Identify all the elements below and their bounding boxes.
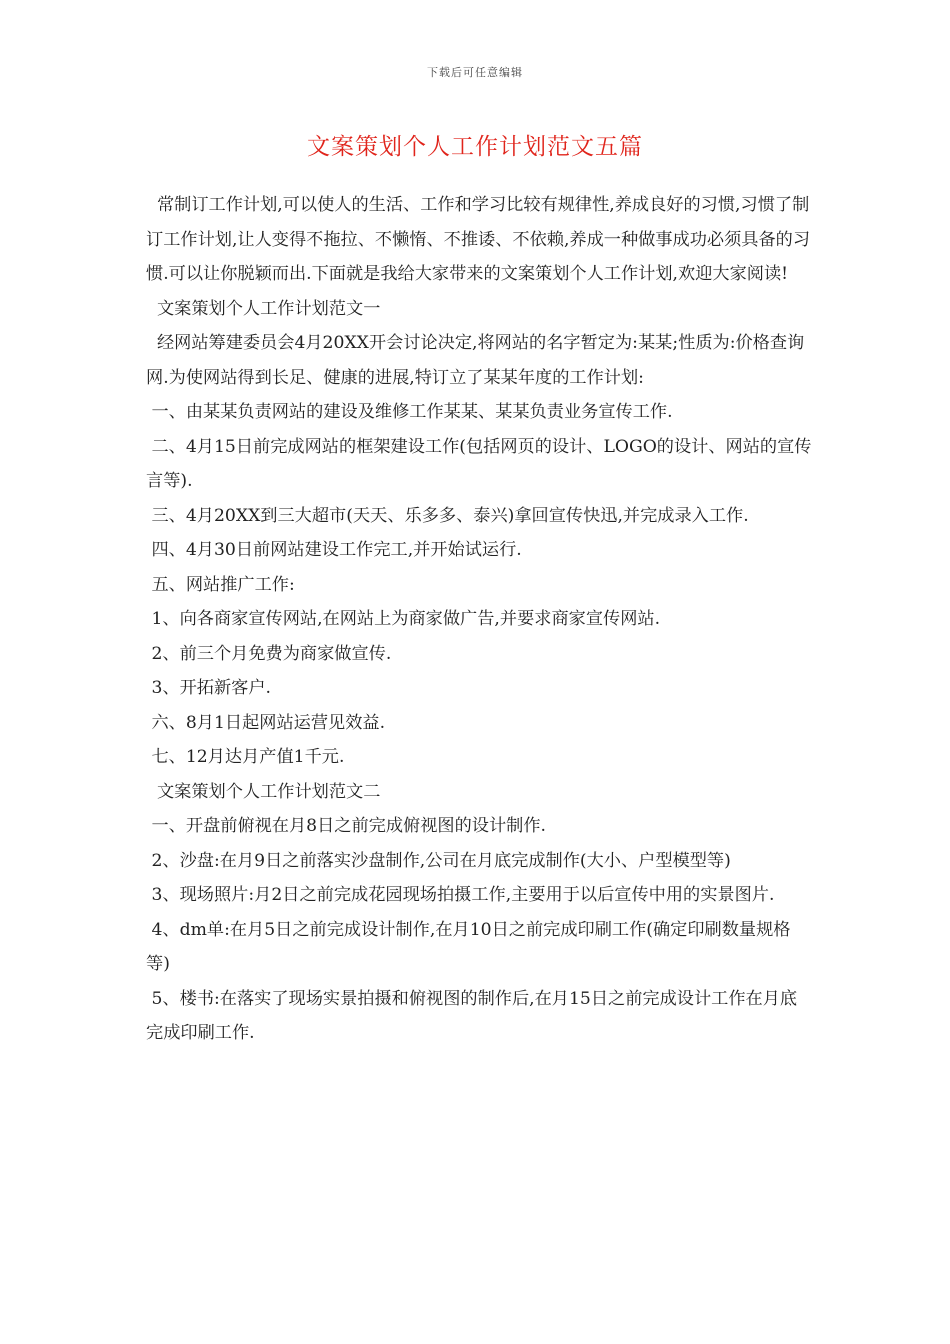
list-item: 一、开盘前俯视在月8日之前完成俯视图的设计制作.	[146, 816, 546, 836]
section-heading-2: 文案策划个人工作计划范文二	[146, 781, 381, 802]
list-item: 一、由某某负责网站的建设及维修工作某某、某某负责业务宣传工作.	[146, 402, 673, 422]
list-item: 七、12月达月产值1千元.	[146, 747, 345, 767]
list-item: 三、4月20XX到三大超市(天天、乐多多、泰兴)拿回宣传快迅,并完成录入工作.	[146, 505, 749, 526]
list-item: 2、前三个月免费为商家做宣传.	[146, 643, 392, 664]
list-item: 四、4月30日前网站建设工作完工,并开始试运行.	[146, 540, 522, 560]
list-item: 五、网站推广工作:	[146, 574, 295, 595]
document-body	[146, 188, 814, 1051]
paragraph: 经网站筹建委员会4月20XX开会讨论决定,将网站的名字暂定为:某某;性质为:价格查询网.为使网站得到长足、健康的进展,特订立了某某年度的工作计划:	[146, 333, 805, 388]
list-item: 2、沙盘:在月9日之前落实沙盘制作,公司在月底完成制作(大小、户型模型等)	[146, 850, 731, 871]
list-item: 二、4月15日前完成网站的框架建设工作(包括网页的设计、LOGO的设计、网站的宣传言等).	[146, 436, 812, 491]
list-item: 六、8月1日起网站运营见效益.	[146, 712, 386, 733]
list-item: 3、开拓新客户.	[146, 678, 271, 698]
section-heading-1: 文案策划个人工作计划范文一	[146, 298, 381, 319]
list-item: 3、现场照片:月2日之前完成花园现场拍摄工作,主要用于以后宣传中用的实景图片.	[146, 885, 775, 905]
list-item: 1、向各商家宣传网站,在网站上为商家做广告,并要求商家宣传网站.	[146, 609, 661, 629]
list-item: 5、楼书:在落实了现场实景拍摄和俯视图的制作后,在月15日之前完成设计工作在月底完成印刷工作.	[146, 988, 798, 1043]
header-note: 下载后可任意编辑	[427, 66, 523, 79]
paragraph-intro: 常制订工作计划,可以使人的生活、工作和学习比较有规律性,养成良好的习惯,习惯了制订工作计划,让人变得不拖拉、不懒惰、不推诿、不依赖,养成一种做事成功必须具备的习惯.可以让你脱颖而出.下面就是我给大家带来的文案策划个人工作计划,欢迎大家阅读!	[146, 195, 811, 284]
list-item: 4、dm单:在月5日之前完成设计制作,在月10日之前完成印刷工作(确定印刷数量规格等)	[146, 919, 791, 974]
page-title: 文案策划个人工作计划范文五篇	[307, 134, 643, 160]
